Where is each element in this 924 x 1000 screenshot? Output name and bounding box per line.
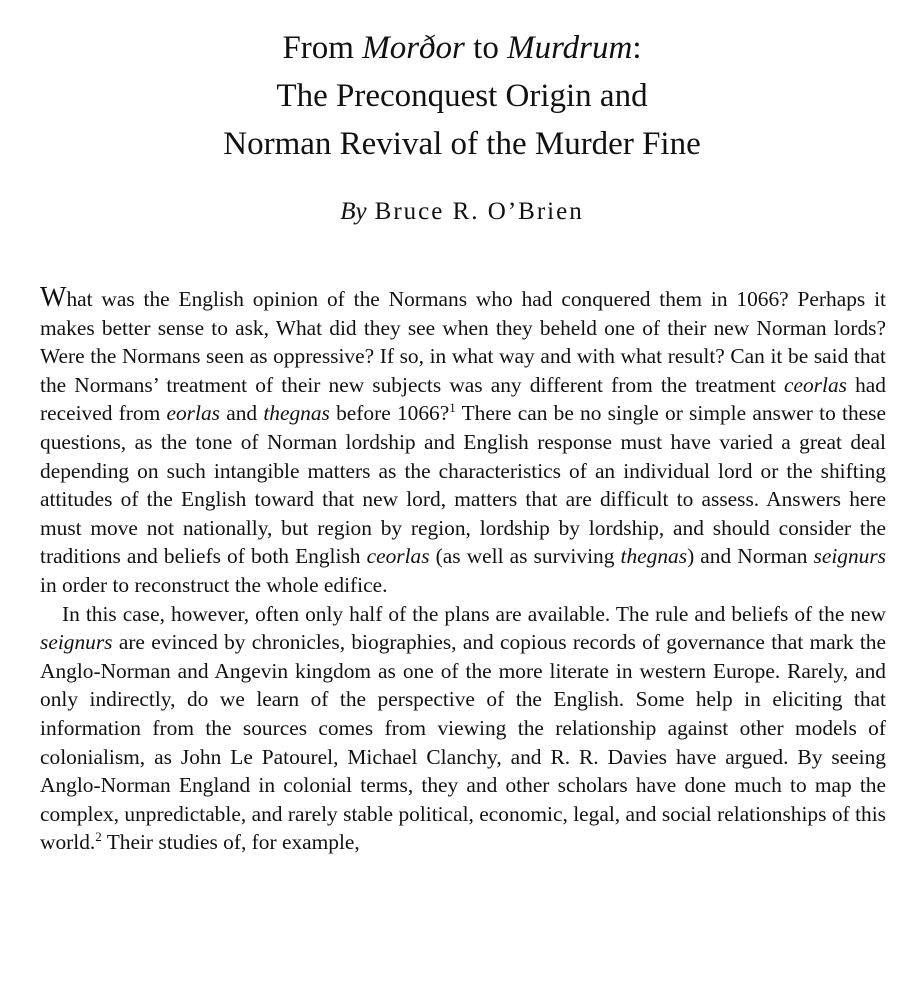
title-connector: to xyxy=(464,30,508,66)
paragraph-2 xyxy=(40,600,886,857)
article-body xyxy=(40,284,886,857)
drop-initial: W xyxy=(40,282,67,313)
paragraph-text: are evinced by chronicles, biographies, and copious records of governance that mark the Anglo-Norman and Angevin kingdom as one of the more literate in western Europe. Rarely, and only indirectly, do we learn of the perspective of the English. Some help in eliciting that information from the sources comes from viewing the relationship against other models of colonialism, as John Le Patourel, Michael Clanchy, and R. R. Davies have argued. By seeing Anglo-Norman England in colonial terms, they and other scholars have done much to map the complex, unpredictable, and rarely stable political, economic, legal, and social relationships of this world. xyxy=(40,630,886,855)
paragraph-text: ) and Norman xyxy=(687,544,814,569)
paragraph-text: hat was the English opinion of the Normans who had conquered them in 1066? Perhaps it makes better sense to ask, What did they see when they beheld one of their new Norman lords? Were the Normans seen as oppressive? If so, in what way and with what result? Can it be said that the Normans’ treatment of their new subjects was any different from the treatment xyxy=(40,287,886,397)
italic-term: eorlas xyxy=(166,401,220,426)
italic-term: seignurs xyxy=(813,544,886,569)
paragraph-text: had received from xyxy=(40,372,886,426)
paragraph-text: before 1066? xyxy=(329,401,450,426)
title-term-murdrum: Murdrum xyxy=(507,30,633,66)
italic-term: ceorlas xyxy=(366,544,430,569)
title-colon: : xyxy=(632,30,642,66)
author-name: Bruce R. O’Brien xyxy=(374,198,584,225)
italic-term: thegnas xyxy=(620,544,688,569)
title-line-2: The Preconquest Origin and xyxy=(276,78,648,114)
paragraph-text: In this case, however, often only half of the plans are available. The rule and beliefs of the new xyxy=(62,601,886,626)
italic-term: ceorlas xyxy=(784,372,847,397)
paragraph-text: (as well as surviving xyxy=(429,544,621,569)
paragraph-text: There can be no single or simple answer to these questions, as the tone of Norman lordship and English response must have varied a great deal depending on such intangible matters as the characteristics of an individual lord or the shifting attitudes of the English toward that new lord, matters that are difficult to assess. Answers here must move not nationally, but region by region, lordship by lordship, and should consider the traditions and beliefs of both English xyxy=(40,401,886,569)
footnote-marker-2[interactable]: 2 xyxy=(95,829,102,845)
italic-term: seignurs xyxy=(40,630,113,655)
paragraph-text: Their studies of, for example, xyxy=(101,830,360,855)
byline xyxy=(0,198,924,226)
title-line-1 xyxy=(0,24,924,72)
article-title xyxy=(0,24,924,168)
title-term-mordor: Morðor xyxy=(362,30,465,66)
paragraph-1 xyxy=(40,284,886,600)
title-prefix: From xyxy=(282,30,363,66)
italic-term: thegnas xyxy=(263,401,330,426)
paragraph-text: and xyxy=(219,401,264,426)
footnote-marker-1[interactable]: 1 xyxy=(449,400,456,416)
paragraph-text: in order to reconstruct the whole edifice. xyxy=(40,572,388,597)
title-line-3: Norman Revival of the Murder Fine xyxy=(223,126,701,162)
byline-label: By xyxy=(340,198,367,225)
